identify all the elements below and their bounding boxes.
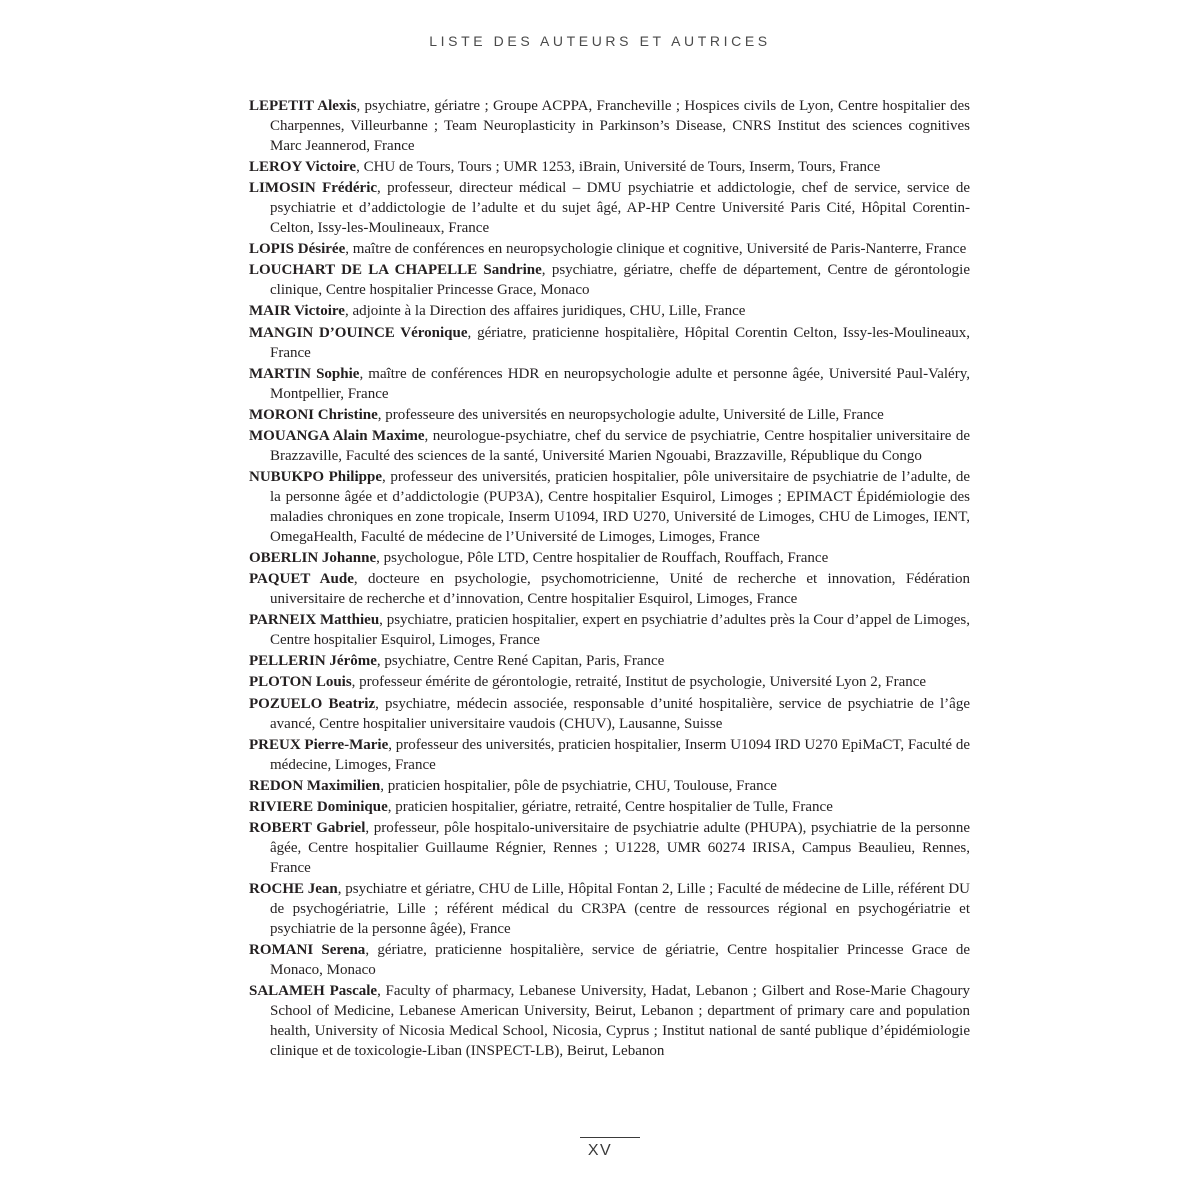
author-entry [249,797,970,817]
author-affiliation: , professeur, pôle hospitalo-universitaire de psychiatrie adulte (PHUPA), psychiatrie de la personne âgée, Centre hospitalier Guillaume Régnier, Rennes ; U1228, UMR 60274 IRISA, Campus Beaulieu, Rennes, France [270,819,971,876]
author-entry [249,651,970,671]
folio-rule [580,1137,640,1138]
author-affiliation: , gériatre, praticienne hospitalière, Hôpital Corentin Celton, Issy-les-Moulineaux, France [270,324,970,361]
author-affiliation: , adjointe à la Direction des affaires juridiques, CHU, Lille, France [344,303,746,320]
author-name: MANGIN D’OUINCE Véronique [249,324,468,341]
author-name: LIMOSIN Frédéric [249,180,378,197]
author-affiliation: , professeur des universités, praticien hospitalier, pôle universitaire de psychiatrie de l’adulte, de la personne âgée et d’addictologie (PUP3A), Centre hospitalier Esquirol, Limoges ; EPIMACT Épidémiologie des maladies chroniques en zone tropicale, Inserm U1094, IRD U270, Université de Limoges, CHU de Limoges, IENT, OmegaHealth, Faculté de médecine de l’Université de Limoges, Limoges, France [270,468,970,545]
author-affiliation: , professeur émérite de gérontologie, retraité, Institut de psychologie, Université Lyon 2, France [351,674,927,691]
author-name: MOUANGA Alain Maxime [249,427,425,444]
author-affiliation: , professeur des universités, praticien hospitalier, Inserm U1094 IRD U270 EpiMaCT, Faculté de médecine, Limoges, France [270,736,970,773]
author-entry [249,96,970,156]
author-entry [249,301,970,321]
author-entry [249,239,970,259]
author-list [249,96,970,1062]
author-entry [249,157,970,177]
author-name: PREUX Pierre-Marie [249,736,389,753]
author-name: ROBERT Gabriel [249,819,366,836]
running-header: LISTE DES AUTEURS ET AUTRICES [429,33,771,49]
author-name: MAIR Victoire [249,303,345,320]
author-name: PELLERIN Jérôme [249,653,377,670]
author-name: NUBUKPO Philippe [249,468,382,485]
author-affiliation: , psychiatre, gériatre, cheffe de département, Centre de gérontologie clinique, Centre hospitalier Princesse Grace, Monaco [270,262,971,299]
author-entry [249,260,970,300]
author-entry [249,323,970,363]
author-affiliation: , gériatre, praticienne hospitalière, service de gériatrie, Centre hospitalier Princesse Grace de Monaco, Monaco [270,942,971,979]
author-entry [249,940,970,980]
page-number: XV [587,1142,613,1159]
author-entry [249,178,970,238]
author-name: PAQUET Aude [249,571,354,588]
author-affiliation: , professeure des universités en neuropsychologie adulte, Université de Lille, France [377,406,884,423]
author-entry [249,467,970,547]
author-name: SALAMEH Pascale [249,983,378,1000]
author-entry [249,405,970,425]
author-affiliation: , psychiatre, Centre René Capitan, Paris, France [376,653,665,670]
author-name: LEPETIT Alexis [249,98,357,114]
author-affiliation: , neurologue-psychiatre, chef du service de psychiatrie, Centre hospitalier universitaire de Brazzaville, Faculté des sciences de la santé, Université Marien Ngouabi, Brazzaville, République du Congo [270,427,971,464]
author-entry [249,569,970,609]
author-entry [249,735,970,775]
author-name: REDON Maximilien [249,777,381,794]
author-name: LEROY Victoire [249,159,357,176]
author-name: MORONI Christine [249,406,378,423]
author-name: PARNEIX Matthieu [249,612,380,629]
author-name: ROCHE Jean [249,880,338,897]
author-affiliation: , praticien hospitalier, gériatre, retraité, Centre hospitalier de Tulle, France [387,798,833,815]
author-affiliation: , professeur, directeur médical – DMU psychiatrie et addictologie, chef de service, service de psychiatrie et d’addictologie de l’adulte et du sujet âgé, AP-HP Centre Université Paris Cité, Hôpital Corentin-Celton, Issy-les-Moulineaux, France [270,180,971,237]
author-affiliation: , maître de conférences en neuropsychologie clinique et cognitive, Université de Paris-Nanterre, France [345,241,967,258]
author-entry [249,364,970,404]
author-entry [249,426,970,466]
author-entry [249,879,970,939]
author-name: ROMANI Serena [249,942,366,959]
author-name: OBERLIN Johanne [249,550,377,567]
author-affiliation: , psychiatre, praticien hospitalier, expert en psychiatrie d’adultes près la Cour d’appel de Limoges, Centre hospitalier Esquirol, Limoges, France [270,612,970,649]
author-affiliation: , CHU de Tours, Tours ; UMR 1253, iBrain, Université de Tours, Inserm, Tours, France [356,159,881,176]
author-name: PLOTON Louis [249,674,352,691]
author-name: LOUCHART DE LA CHAPELLE Sandrine [249,262,542,279]
author-affiliation: , praticien hospitalier, pôle de psychiatrie, CHU, Toulouse, France [380,777,777,794]
author-affiliation: , psychiatre, médecin associée, responsable d’unité hospitalière, service de psychiatrie de l’âge avancé, Centre hospitalier universitaire vaudois (CHUV), Lausanne, Suisse [270,695,970,732]
author-affiliation: , Faculty of pharmacy, Lebanese University, Hadat, Lebanon ; Gilbert and Rose-Marie Chagoury School of Medicine, Lebanese American University, Beirut, Lebanon ; department of primary care and population health, University of Nicosia Medical School, Nicosia, Cyprus ; Institut national de santé publique d’épidémiologie clinique et de toxicologie-Liban (INSPECT-LB), Beirut, Lebanon [270,983,970,1060]
author-affiliation: , docteure en psychologie, psychomotricienne, Unité de recherche et innovation, Fédération universitaire de recherche et d’innovation, Centre hospitalier Esquirol, Limoges, France [270,571,971,608]
author-name: LOPIS Désirée [249,241,346,258]
author-entry [249,672,970,692]
author-entry [249,776,970,796]
author-entry [249,981,970,1061]
author-entry [249,610,970,650]
author-name: RIVIERE Dominique [249,798,388,815]
author-entry [249,694,970,734]
author-affiliation: , psychologue, Pôle LTD, Centre hospitalier de Rouffach, Rouffach, France [376,550,829,567]
author-entry [249,818,970,878]
author-affiliation: , psychiatre et gériatre, CHU de Lille, Hôpital Fontan 2, Lille ; Faculté de médecine de Lille, référent DU de psychogériatrie, Lille ; référent médical du CR3PA (centre de ressources régional en psychogériatrie et psychiatrie de la personne âgée), France [270,880,970,937]
author-entry [249,548,970,568]
author-affiliation: , maître de conférences HDR en neuropsychologie adulte et personne âgée, Université Paul-Valéry, Montpellier, France [270,365,970,402]
author-name: POZUELO Beatriz [249,695,376,712]
author-name: MARTIN Sophie [249,365,360,382]
author-affiliation: , psychiatre, gériatre ; Groupe ACPPA, Francheville ; Hospices civils de Lyon, Centre hospitalier des Charpennes, Villeurbanne ; Team Neuroplasticity in Parkinson’s Disease, CNRS Institut des sciences cognitives Marc Jeannerod, France [270,98,971,154]
